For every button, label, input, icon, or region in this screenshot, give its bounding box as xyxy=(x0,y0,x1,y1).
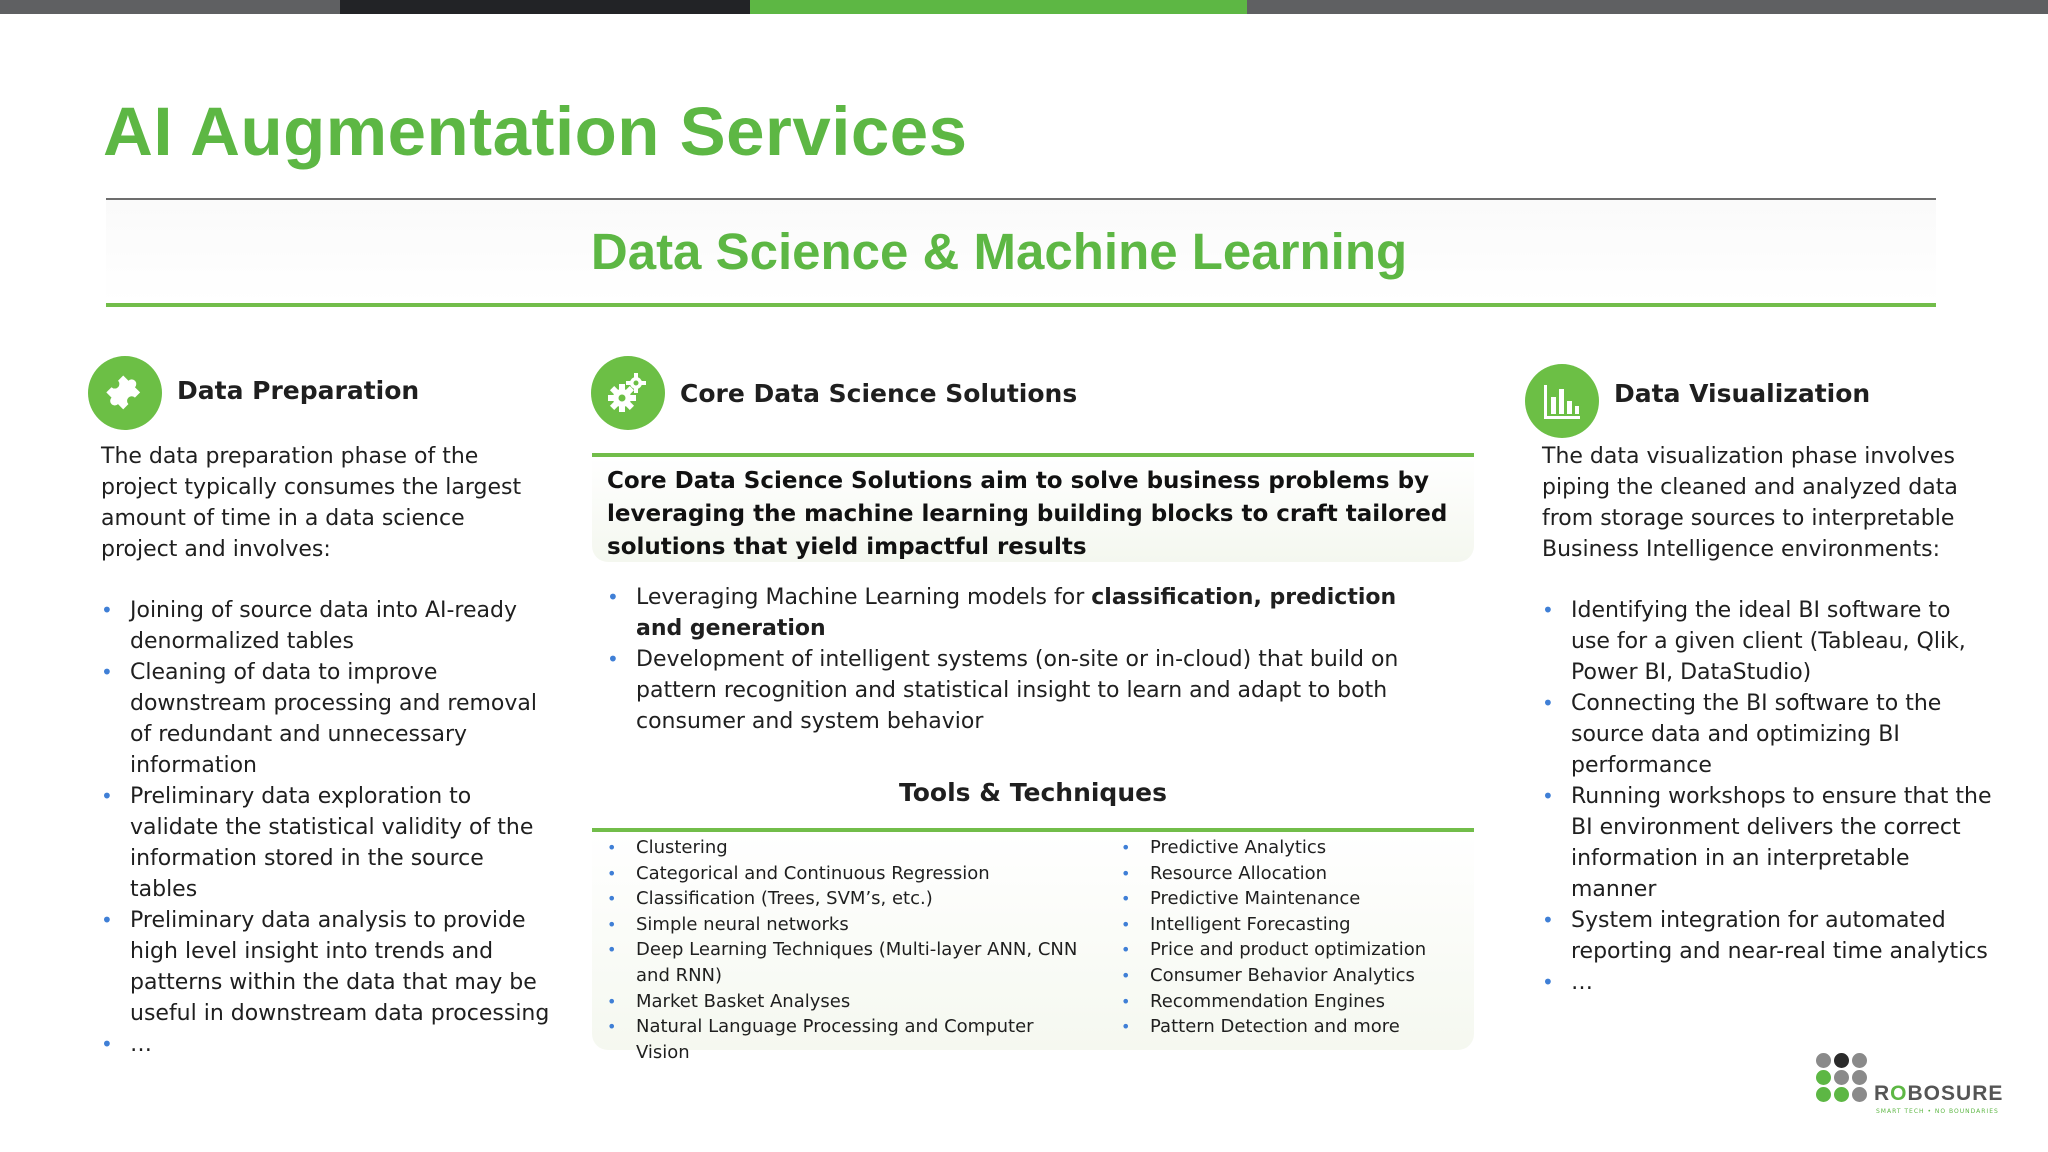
core-solutions-list xyxy=(607,582,1447,737)
section-subtitle: Data Science & Machine Learning xyxy=(590,223,1408,280)
list-item: • Pattern Detection and more xyxy=(1121,1014,1461,1040)
list-item: • Classification (Trees, SVM’s, etc.) xyxy=(607,886,1082,912)
list-item: • Identifying the ideal BI software to use for a given client (Tableau, Qlik, Power BI, DataStudio) xyxy=(1542,595,1992,688)
list-item: • Predictive Analytics xyxy=(1121,835,1461,861)
core-solutions-heading: Core Data Science Solutions xyxy=(680,379,1078,408)
puzzle-icon xyxy=(88,356,162,430)
list-item: • Leveraging Machine Learning models for classification, prediction and generation xyxy=(607,582,1447,644)
list-item: • … xyxy=(101,1029,556,1060)
list-item: • Preliminary data analysis to provide high level insight into trends and patterns within the data that may be useful in downstream data processing xyxy=(101,905,556,1029)
tools-list-right xyxy=(1121,835,1461,1040)
top-color-bar xyxy=(0,0,2048,14)
company-logo xyxy=(1816,1050,2006,1120)
list-item: • System integration for automated reporting and near-real time analytics xyxy=(1542,905,1992,967)
core-solutions-summary: Core Data Science Solutions aim to solve business problems by leveraging the machine learning building blocks to craft tailored solutions that yield impactful results xyxy=(607,468,1448,560)
data-preparation-list xyxy=(101,595,556,1060)
list-item: • Preliminary data exploration to validate the statistical validity of the information stored in the source tables xyxy=(101,781,556,905)
tools-heading: Tools & Techniques xyxy=(899,778,1167,807)
list-item: • Deep Learning Techniques (Multi-layer ANN, CNN and RNN) xyxy=(607,937,1082,988)
list-item: • Running workshops to ensure that the BI environment delivers the correct information in an interpretable manner xyxy=(1542,781,1992,905)
subtitle-divider xyxy=(106,303,1936,307)
bar-chart-icon xyxy=(1525,364,1599,438)
list-item: • Predictive Maintenance xyxy=(1121,886,1461,912)
data-preparation-intro: The data preparation phase of the project typically consumes the largest amount of time in a data science project and involves: xyxy=(101,444,522,562)
gears-icon xyxy=(591,356,665,430)
list-item: • Simple neural networks xyxy=(607,912,1082,938)
list-item: • Resource Allocation xyxy=(1121,861,1461,887)
logo-wordmark: ROBOSURE xyxy=(1874,1082,2004,1105)
list-item: • Clustering xyxy=(607,835,1082,861)
list-item: • Joining of source data into AI-ready denormalized tables xyxy=(101,595,556,657)
list-item: • Development of intelligent systems (on-site or in-cloud) that build on pattern recognition and statistical insight to learn and adapt to both consumer and system behavior xyxy=(607,644,1447,737)
tools-list-left xyxy=(607,835,1082,1065)
data-visualization-heading: Data Visualization xyxy=(1614,379,1871,408)
list-item: • Connecting the BI software to the source data and optimizing BI performance xyxy=(1542,688,1992,781)
list-item: • Consumer Behavior Analytics xyxy=(1121,963,1461,989)
data-preparation-heading: Data Preparation xyxy=(177,376,420,405)
data-visualization-intro: The data visualization phase involves piping the cleaned and analyzed data from storage sources to interpretable Business Intelligence environments: xyxy=(1542,444,1958,562)
logo-tagline: SMART TECH • NO BOUNDARIES xyxy=(1876,1108,1999,1115)
list-item: • Recommendation Engines xyxy=(1121,989,1461,1015)
list-item: • Natural Language Processing and Computer Vision xyxy=(607,1014,1082,1065)
list-item: • Price and product optimization xyxy=(1121,937,1461,963)
list-item: • Intelligent Forecasting xyxy=(1121,912,1461,938)
list-item: • Cleaning of data to improve downstream processing and removal of redundant and unnecessary information xyxy=(101,657,556,781)
list-item: • Categorical and Continuous Regression xyxy=(607,861,1082,887)
data-visualization-list xyxy=(1542,595,1992,998)
list-item: • … xyxy=(1542,967,1992,998)
list-item: • Market Basket Analyses xyxy=(607,989,1082,1015)
page-title: AI Augmentation Services xyxy=(103,93,968,170)
logo-dots-icon xyxy=(1816,1053,1868,1102)
